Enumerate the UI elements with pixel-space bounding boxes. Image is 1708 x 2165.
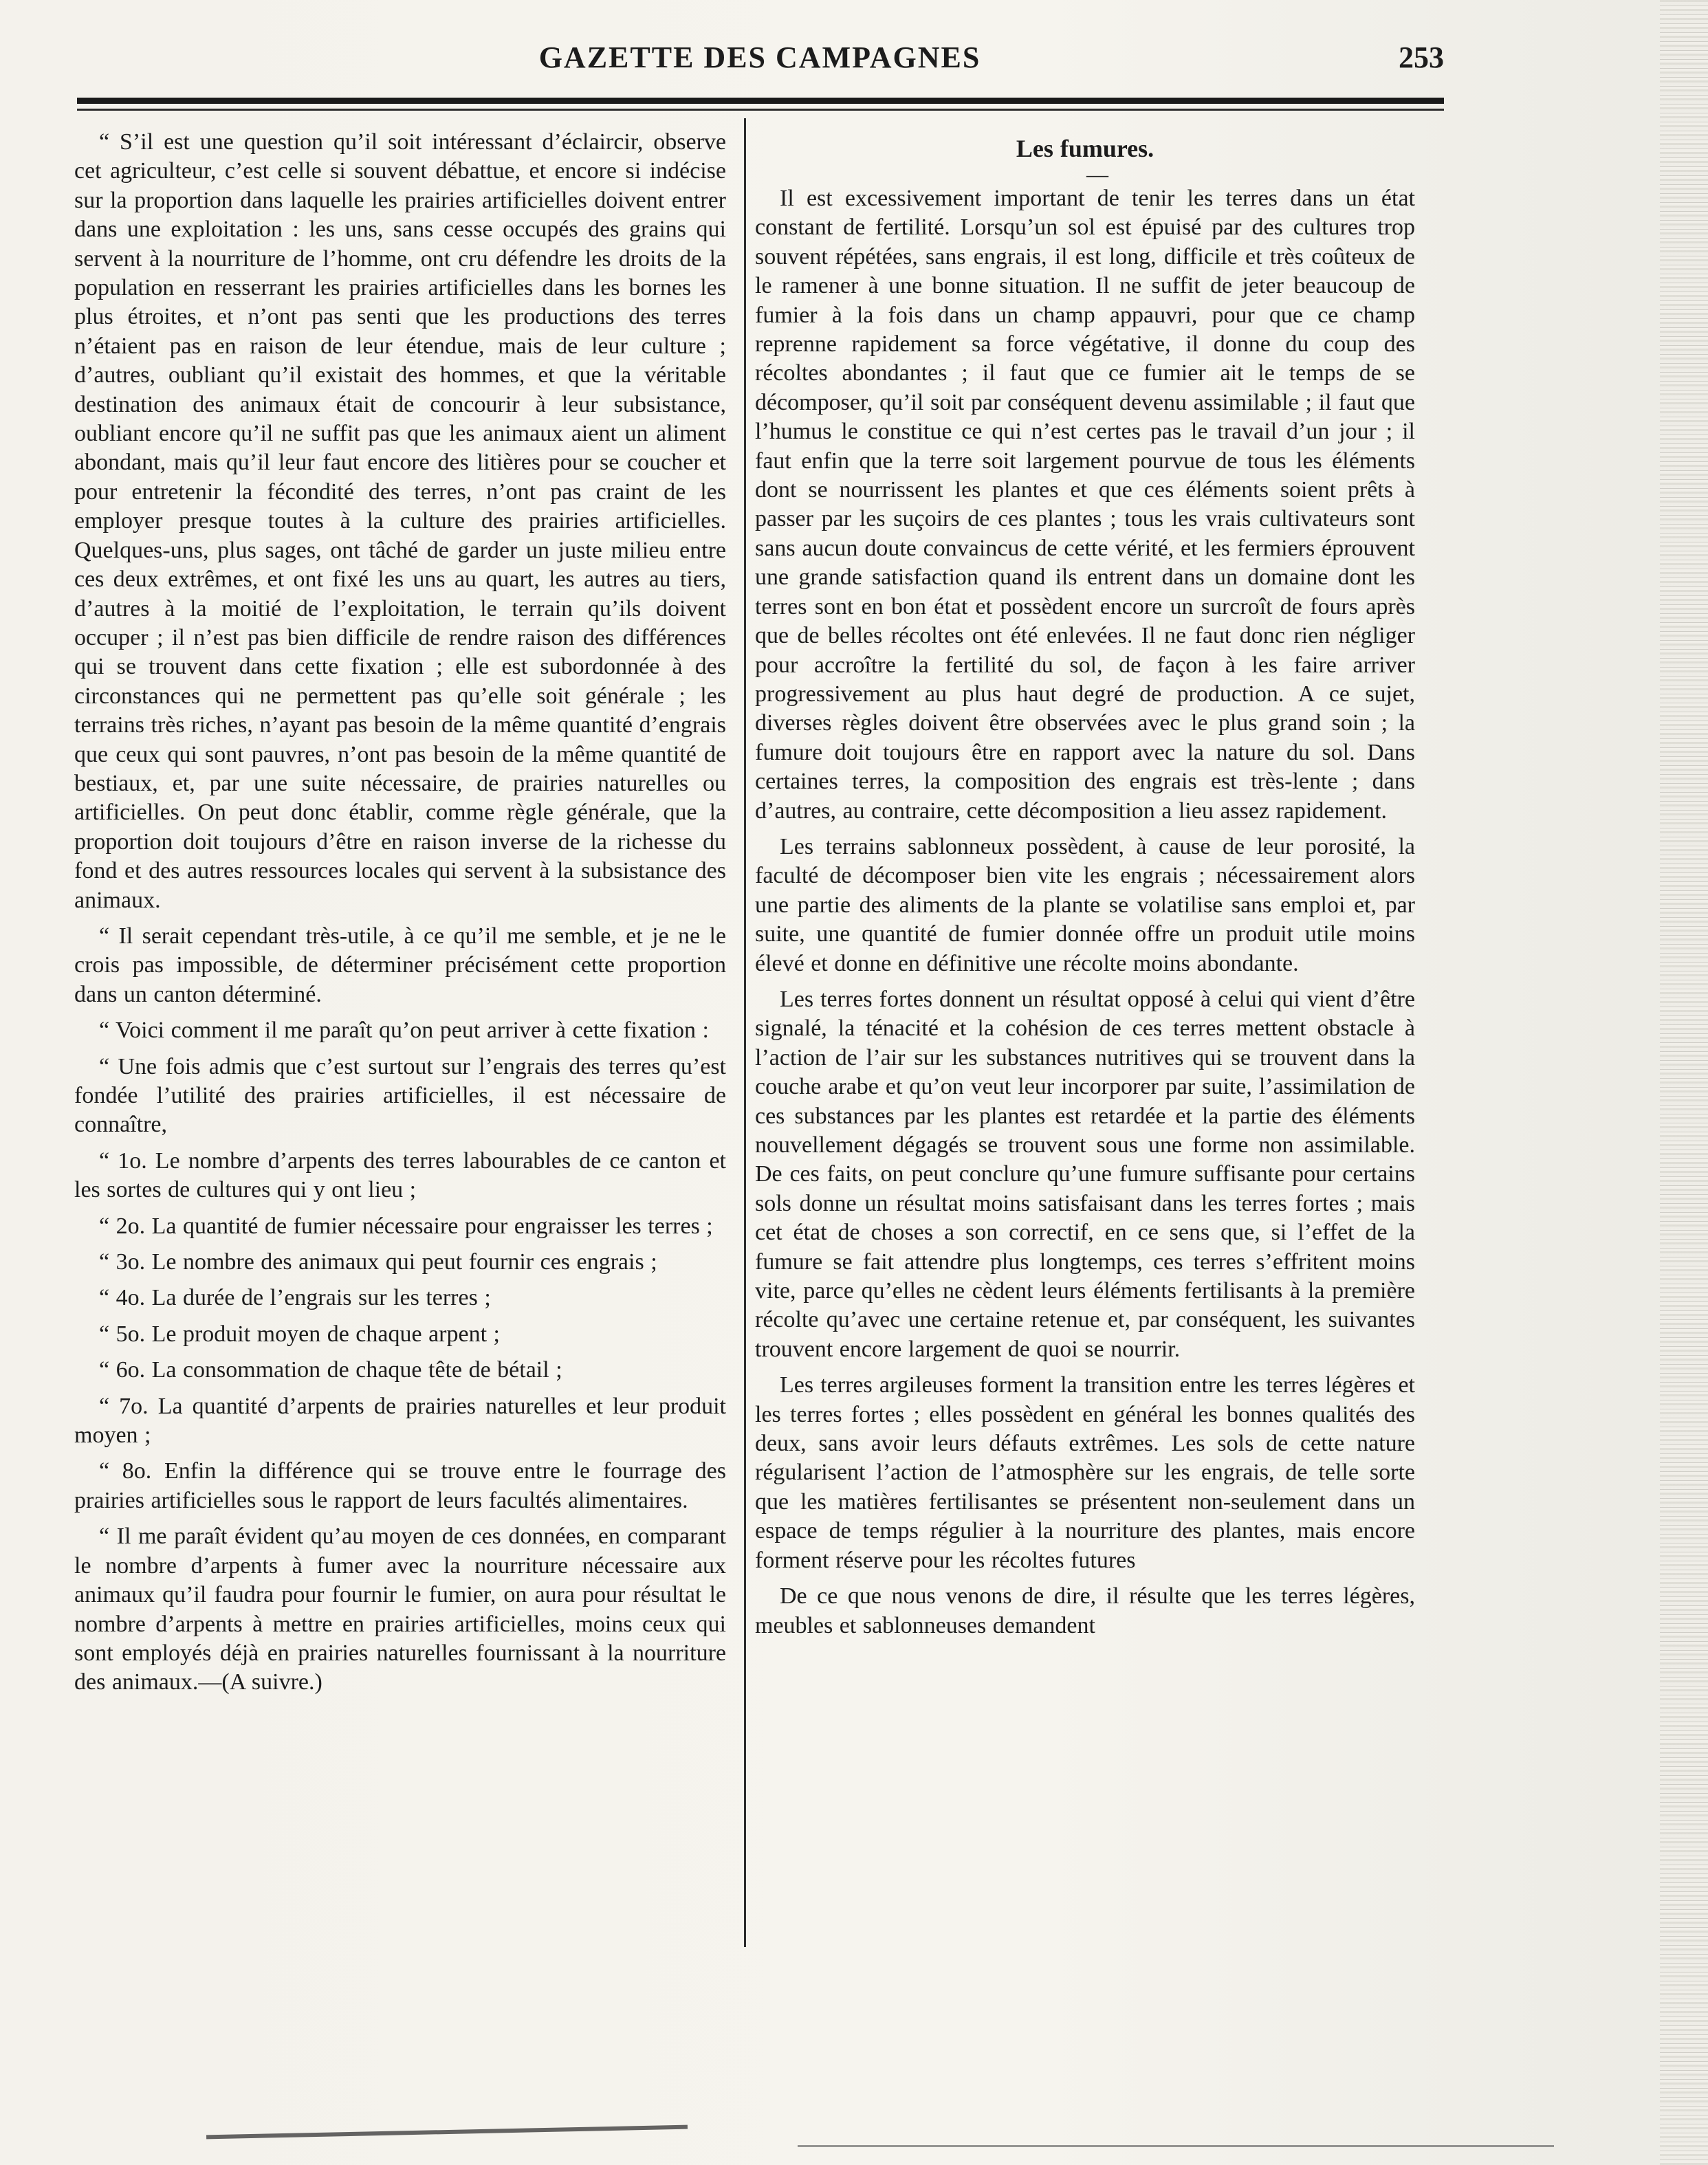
left-column (74, 128, 726, 1984)
header-rule-thick (77, 98, 1444, 104)
list-item: “ 3o. Le nombre des animaux qui peut fournir ces engrais ; (99, 1249, 657, 1275)
ink-stroke (206, 2125, 688, 2140)
paragraph: Les terres argileuses forment la transition entre les terres légères et les terres fortes ; elles possèdent en général les bonnes qualités des deux, sans avoir leurs défauts extrêmes. Les sols de cette nature régularisent l’action de l’atmosphère sur les engrais, de telle sorte que les matières fertilisantes se présentent non-seulement dans un espace de temps régulier à la nourriture des plantes, mais encore forment réserve pour les récoltes futures (755, 1372, 1415, 1573)
paragraph: Les terrains sablonneux possèdent, à cause de leur porosité, la faculté de décomposer bien vite les engrais ; nécessairement alors une partie des aliments de la plante se volatilise sans emploi et, par suite, une quantité de fumier donnée offre un produit utile moins élevé et donne en définitive une récolte moins abondante. (755, 833, 1415, 976)
page-header (76, 36, 1444, 84)
list-item: “ 8o. Enfin la différence qui se trouve entre le fourrage des prairies artificielles sous le rapport de leurs facultés alimentaires. (74, 1458, 726, 1513)
paragraph: “ Une fois admis que c’est surtout sur l’engrais des terres qu’est fondée l’utilité des prairies artificielles, il est nécessaire de connaître, (74, 1053, 726, 1138)
paragraph: Les terres fortes donnent un résultat opposé à celui qui vient d’être signalé, la ténacité et la cohésion de ces terres mettent obstacle à l’action de l’air sur les substances nutritives qui se trouvent dans la couche arabe et qu’on veut leur incorporer par suite, l’assimilation de ces substances par les plantes est retardée et la partie des éléments nouvellement dégagés se trouvent sous une forme non assimilable. De ces faits, on peut conclure qu’une fumure suffisante pour certains sols donne un résultat moins satisfaisant dans les terres fortes ; mais cet état de choses a son correctif, en ce sens que, si l’effet de la fumure se fait attendre plus longtemps, ces terres s’effritent moins vite, parce qu’elles ne cèdent leurs éléments fertilisants à la première récolte qu’avec une certaine retenue et, par conséquent, les suivantes trouvent encore largement de quoi se nourrir. (755, 986, 1415, 1362)
list-item: “ 4o. La durée de l’engrais sur les terres ; (99, 1285, 491, 1311)
page-number: 253 (1399, 41, 1444, 74)
list-item: “ 6o. La consommation de chaque tête de bétail ; (99, 1357, 562, 1383)
list-item: “ 1o. Le nombre d’arpents des terres labourables de ce canton et les sortes de cultures qui y ont lieu ; (74, 1147, 726, 1203)
paragraph: De ce que nous venons de dire, il résulte que les terres légères, meubles et sablonneuses demandent (755, 1583, 1415, 1638)
list-item: “ 5o. Le produit moyen de chaque arpent ; (99, 1321, 500, 1347)
publication-title: GAZETTE DES CAMPAGNES (538, 41, 981, 74)
paragraph: “ Il me paraît évident qu’au moyen de ces données, en comparant le nombre d’arpents à fumer avec la nourriture nécessaire aux animaux qu’il faudra pour fournir le fumier, on aura pour résultat le nombre d’arpents à mettre en prairies artificielles, moins ceux qui sont employés déjà en prairies naturelles fournissant à la nourriture des animaux.—(A suivre.) (74, 1524, 726, 1695)
paragraph: Il est excessivement important de tenir les terres dans un état constant de fertilité. Lorsqu’un sol est épuisé par des cultures trop souvent répétées, sans engrais, il est long, difficile et très coûteux de le ramener à une bonne situation. Il ne suffit de jeter beaucoup de fumier à la fois dans un champ appauvri, pour que ce champ reprenne rapidement sa force végétative, il donne du coup des récoltes abondantes ; il faut que ce fumier ait le temps de se décomposer, qu’il soit par conséquent devenu assimilable ; il faut que l’humus le constitue ce qui n’est certes pas le travail d’un jour ; il faut enfin que la terre soit largement pourvue de tous les éléments dont se nourrissent les plantes et que ces éléments soient prêts à passer par les suçoirs de ces plantes ; tous les vrais cultivateurs sont sans aucun doute convaincus de cette vérité, et les fermiers éprouvent une grande satisfaction quand ils entrent dans un domaine dont les terres sont en bon état et possèdent encore un surcroît de fours après que de belles récoltes ont été enlevées. Il ne faut donc rien négliger pour accroître la fertilité du sol, de façon à les faire arriver progressivement au plus haut degré de production. A ce sujet, diverses règles doivent être observées avec le plus grand soin ; la fumure doit toujours être en rapport avec la nature du sol. Dans certaines terres, la composition des engrais est très-lente ; dans d’autres, au contraire, cette décomposition a lieu assez rapidement. (755, 186, 1415, 824)
scan-edge (1660, 0, 1708, 2165)
paragraph: “ S’il est une question qu’il soit intéressant d’éclaircir, observe cet agriculteur, c’est celle si souvent débattue, et encore si indécise sur la proportion dans laquelle les prairies artificielles doivent entrer dans une exploitation : les uns, sans cesse occupés des grains qui servent à la nourriture de l’homme, ont cru défendre les droits de la population en resserrant les prairies artificielles dans les bornes les plus étroites, et n’ont pas senti que les productions des terres n’étaient pas en raison de leur étendue, mais de leur culture ; d’autres, oubliant qu’il existait des hommes, et que la véritable destination des animaux était de concourir à leur subsistance, oubliant encore qu’il ne suffit pas que les animaux aient un aliment abondant, mais qu’il leur faut encore des litières pour se coucher et pour entretenir la fécondité des terres, n’ont pas craint de les employer presque toutes à la culture des prairies artificielles. Quelques-uns, plus sages, ont tâché de garder un juste milieu entre ces deux extrêmes, et ont fixé les uns au quart, les autres au tiers, d’autres à la moitié de l’exploitation, le terrain qu’ils doivent occuper ; il n’est pas bien difficile de rendre raison des différences qui se trouvent dans cette fixation ; elle est subordonnée à des circonstances qui ne permettent pas qu’elle soit générale ; les terrains très riches, n’ayant pas besoin de la même quantité d’engrais que ceux qui sont pauvres, n’ont pas besoin de la même quantité de bestiaux, et, par une suite nécessaire, de prairies naturelles ou artificielles. On peut donc établir, comme règle générale, que la proportion doit toujours d’être en raison inverse de la richesse du fond et des autres ressources locales qui servent à la subsistance des animaux. (74, 129, 726, 913)
paragraph: “ Il serait cependant très-utile, à ce qu’il me semble, et je ne le crois pas impossible, de déterminer précisément cette proportion dans un canton déterminé. (74, 923, 726, 1007)
heading-rule: — (1086, 162, 1108, 186)
column-divider (744, 118, 746, 1947)
article-heading: Les fumures. (1016, 135, 1154, 162)
paragraph: “ Voici comment il me paraît qu’on peut arriver à cette fixation : (99, 1018, 709, 1044)
list-item: “ 2o. La quantité de fumier nécessaire pour engraisser les terres ; (99, 1213, 713, 1239)
header-rule-thin (77, 109, 1444, 111)
list-item: “ 7o. La quantité d’arpents de prairies naturelles et leur produit moyen ; (74, 1393, 726, 1449)
bottom-rule (798, 2145, 1554, 2147)
right-column (755, 128, 1415, 1984)
